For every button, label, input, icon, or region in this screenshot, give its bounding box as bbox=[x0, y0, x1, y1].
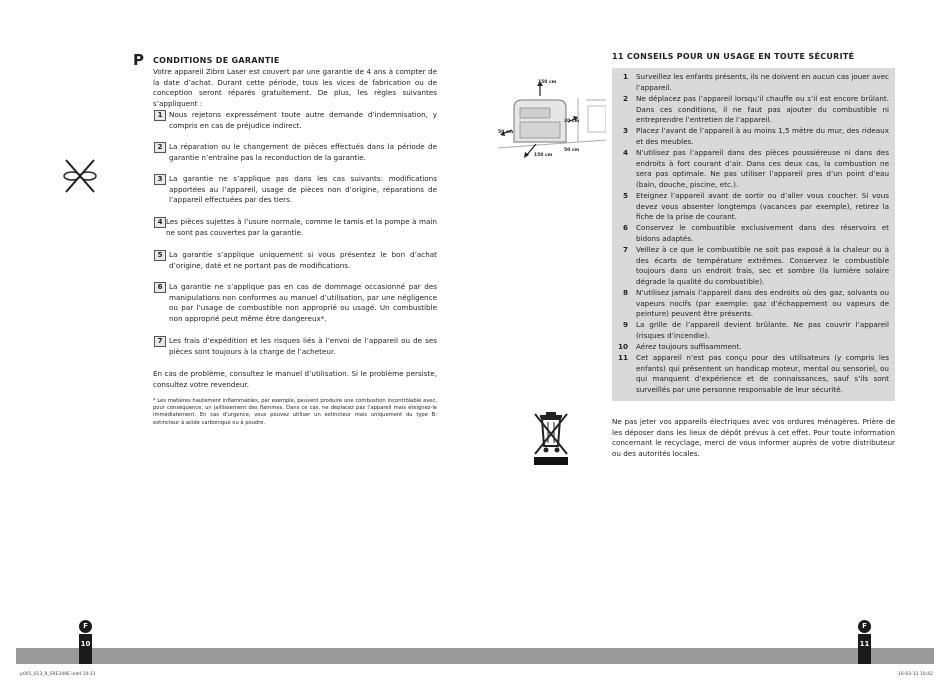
tip-number: 6 bbox=[622, 223, 628, 232]
heater-clearance-diagram bbox=[498, 78, 606, 160]
item-text: La garantie ne s’applique pas en cas de dommage occasionné par des manipulations non conformes au manuel d’utilisation, par une négligence ou par l’usage de combustible non approprié ou usagé. Un combustible non approprié peut même être dangereux*. bbox=[169, 282, 437, 323]
warranty-item bbox=[153, 250, 437, 271]
tip-text: N’utilisez jamais l’appareil dans des endroits où des gaz, solvants ou vapeurs nocifs (par exemple: gaz d’échappement ou vapeurs de peinture) peuvent être présents. bbox=[636, 288, 889, 319]
label-right2: 50 cm bbox=[564, 148, 580, 153]
tip-text: Surveillez les enfants présents, ils ne doivent en aucun cas jouer avec l’appareil. bbox=[636, 72, 889, 92]
tip-number: 1 bbox=[622, 72, 628, 81]
tip-number: 5 bbox=[622, 191, 628, 200]
item-text: Les pièces sujettes à l’usure normale, comme le tamis et la pompe à main ne sont pas couvertes par la garantie. bbox=[166, 217, 437, 237]
safety-tips-panel bbox=[612, 68, 895, 401]
warranty-title: CONDITIONS DE GARANTIE bbox=[153, 56, 280, 65]
print-slug-right: 16-03-11 10:42 bbox=[898, 672, 933, 677]
language-badge-right: F bbox=[858, 620, 871, 633]
page-number-text: 11 bbox=[859, 640, 870, 648]
warranty-item bbox=[153, 282, 437, 324]
tip-number: 9 bbox=[622, 320, 628, 329]
tip-item bbox=[612, 72, 895, 93]
tip-item bbox=[612, 94, 895, 126]
item-number: 6 bbox=[154, 282, 166, 293]
item-text: Nous rejetons expressément toute autre demande d’indemnisation, y compris en cas de préjudice indirect. bbox=[169, 110, 437, 130]
tip-text: Eteignez l’appareil avant de sortir ou d’aller vous coucher. Si vous devez vous absenter longtemps (vacances par exemple), retirez la fiche de la prise de courant. bbox=[636, 191, 889, 222]
tip-text: Conservez le combustible exclusivement dans des réservoirs et bidons adaptés. bbox=[636, 223, 889, 243]
tip-item bbox=[612, 223, 895, 244]
item-text: La garantie ne s’applique pas dans les cas suivants: modifications apportées au l’appareil, usage de pièces non d’origine, réparations de l’appareil effectuées par des tiers. bbox=[169, 174, 437, 205]
tip-item bbox=[612, 245, 895, 287]
tip-item bbox=[612, 342, 895, 353]
warranty-item bbox=[153, 174, 437, 206]
tip-number: 4 bbox=[622, 148, 628, 157]
label-top: 150 cm bbox=[538, 80, 557, 85]
language-badge-left: F bbox=[79, 620, 92, 633]
tip-item bbox=[612, 126, 895, 147]
warranty-item bbox=[153, 217, 437, 238]
tip-number: 11 bbox=[617, 353, 628, 362]
closing-text: En cas de problème, consultez le manuel d’utilisation. Si le problème persiste, consultez votre revendeur. bbox=[153, 369, 437, 389]
item-number: 5 bbox=[154, 250, 166, 261]
tip-text: Ne déplacez pas l’appareil lorsqu’il chauffe ou s’il est encore brûlant. Dans ces conditions, il ne faut pas ajouter du combustible ni entreprendre l’entretien de l’appareil. bbox=[636, 94, 889, 125]
tip-item bbox=[612, 148, 895, 190]
item-text: La garantie s’applique uniquement si vous présentez le bon d’achat d’origine, daté et ne portant pas de modifications. bbox=[169, 250, 437, 270]
weee-bin-icon bbox=[532, 410, 570, 466]
recycling-notice: Ne pas jeter vos appareils électriques avec vos ordures ménagères. Prière de les déposer dans les lieux de dépôt prévus à cet effet. Pour toute information concernant le recyclage, merci de vous informer auprès de votre distributeur ou des autorités locales. bbox=[612, 417, 895, 458]
tip-text: Aérez toujours suffisamment. bbox=[636, 342, 742, 351]
warranty-item bbox=[153, 110, 437, 131]
tip-number: 2 bbox=[622, 94, 628, 103]
item-number: 4 bbox=[154, 217, 166, 228]
crossed-tools-icon bbox=[60, 156, 100, 196]
tip-number: 8 bbox=[622, 288, 628, 297]
page-number-left bbox=[79, 634, 92, 664]
item-number: 2 bbox=[154, 142, 166, 153]
print-slug-left: p001_013_9_SRE349E.indd 10-11 bbox=[20, 672, 96, 677]
item-number: 1 bbox=[154, 110, 166, 121]
section-letter: P bbox=[133, 51, 144, 69]
item-number: 7 bbox=[154, 336, 166, 347]
label-right: 20 cm bbox=[564, 119, 580, 124]
tip-item bbox=[612, 320, 895, 341]
tip-number: 10 bbox=[617, 342, 628, 351]
tip-text: Placez l’avant de l’appareil à au moins 1,5 mètre du mur, des rideaux et des meubles. bbox=[636, 126, 889, 146]
page-number-right bbox=[858, 634, 871, 664]
safety-title: 11 CONSEILS POUR UN USAGE EN TOUTE SÉCURITÉ bbox=[612, 52, 855, 61]
label-left: 50 cm bbox=[498, 130, 514, 135]
item-text: Les frais d’expédition et les risques liés à l’envoi de l’appareil ou de ses pièces sont toujours à la charge de l’acheteur. bbox=[169, 336, 437, 356]
tip-number: 3 bbox=[622, 126, 628, 135]
tip-text: Veillez à ce que le combustible ne soit pas exposé à la chaleur ou à des écarts de température extrêmes. Conservez le combustible toujours dans un endroit frais, sec et sombre (la lumière solaire dégrade la qualité du combustible). bbox=[636, 245, 889, 286]
tip-text: Cet appareil n’est pas conçu pour des utilisateurs (y compris les enfants) qui présentent un handicap moteur, mental ou sensoriel, ou qui manquent d’expérience et de connaissances, sauf s’ils sont surveillés par une personne responsable de leur sécurité. bbox=[636, 353, 889, 394]
warranty-intro: Votre appareil Zibro Laser est couvert par une garantie de 4 ans à compter de la date d’achat. Durant cette période, tous les vices de fabrication ou de conception seront réparés gratuitement. De plus, les règles suivantes s’appliquent : bbox=[153, 67, 437, 108]
item-number: 3 bbox=[154, 174, 166, 185]
tip-text: La grille de l’appareil devient brûlante. Ne pas couvrir l’appareil (risques d’incendie). bbox=[636, 320, 889, 340]
label-bottom: 150 cm bbox=[534, 153, 553, 158]
page-number-text: 10 bbox=[80, 640, 91, 648]
item-text: La réparation ou le changement de pièces effectués dans la période de garantie n’entraîne pas la reconduction de la garantie. bbox=[169, 142, 437, 162]
tip-text: N’utilisez pas l’appareil dans des pièces poussiéreuse ni dans des endroits à fort courant d’air. Dans ces deux cas, la combustion ne sera pas optimale. Ne pas utiliser l’appareil pres d’un point d’eau (bain, douche, piscine, etc.). bbox=[636, 148, 889, 189]
warranty-item bbox=[153, 142, 437, 163]
tip-item bbox=[612, 288, 895, 320]
tip-item bbox=[612, 191, 895, 223]
warranty-item bbox=[153, 336, 437, 357]
tip-item bbox=[612, 353, 895, 395]
tip-number: 7 bbox=[622, 245, 628, 254]
footnote: * Les matières hautement inflammables, par exemple, peuvent produire une combustion incontrôlable avec, pour conséquence, un jaillissement des flammes. Dans ce cas, ne déplacez pas l’appareil mais éteignez-le immédiatement. En cas d’urgence, vous pouvez utiliser un extincteur mais uniquement du type B: extincteur à acide carbonique ou à poudre. bbox=[153, 398, 437, 426]
bottom-bar bbox=[16, 648, 934, 664]
